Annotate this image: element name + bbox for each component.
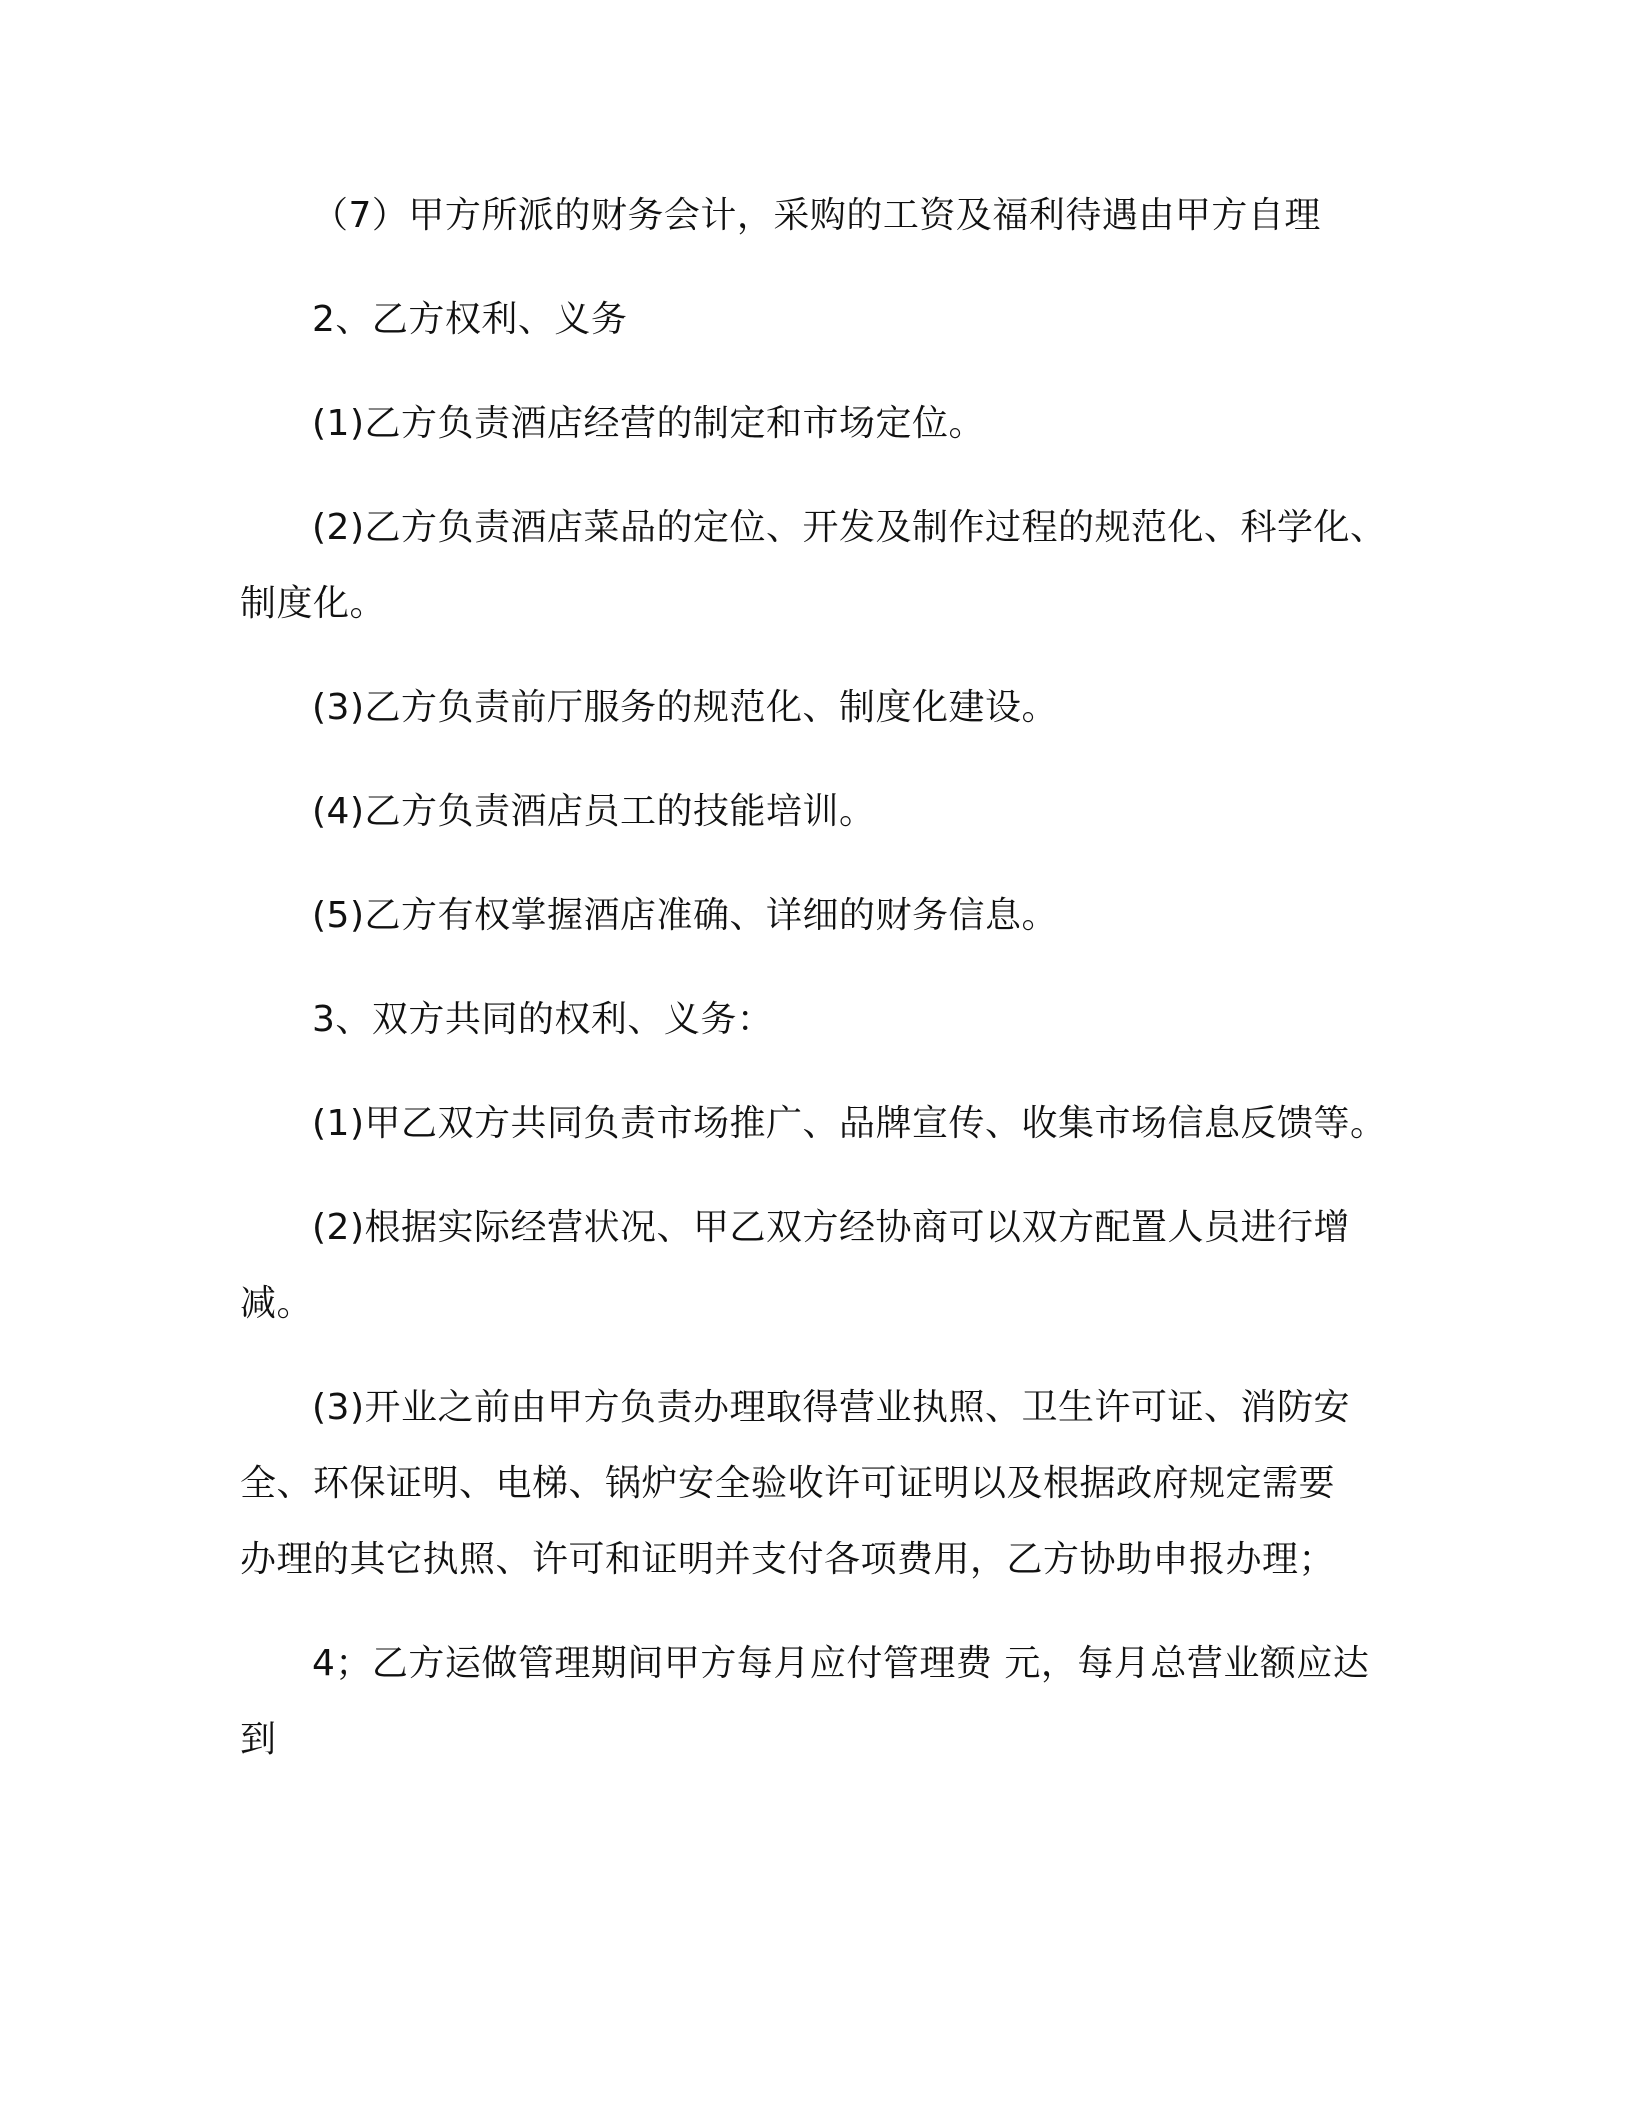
- paragraph-2-4: [240, 774, 1390, 850]
- text-line: 4；乙方运做管理期间甲方每月应付管理费 元，每月总营业额应达: [312, 1643, 1370, 1684]
- text-line: 3、双方共同的权利、义务：: [312, 999, 774, 1040]
- text-line: 2、乙方权利、义务: [312, 299, 628, 340]
- paragraph-2-2: [240, 490, 1390, 642]
- text-line: 全、环保证明、电梯、锅炉安全验收许可证明以及根据政府规定需要: [240, 1463, 1336, 1504]
- paragraph-2-1: [240, 386, 1390, 462]
- paragraph-1-7: [240, 178, 1390, 254]
- paragraph-3-2: [240, 1190, 1390, 1342]
- paragraph-2-3: [240, 670, 1390, 746]
- text-line-wrap: [240, 1370, 1390, 1446]
- text-line-wrap: [240, 490, 1390, 566]
- text-line-wrap: [240, 1190, 1390, 1266]
- text-line: (3)乙方负责前厅服务的规范化、制度化建设。: [312, 687, 1058, 728]
- text-line: (5)乙方有权掌握酒店准确、详细的财务信息。: [312, 895, 1058, 936]
- section-heading-3: [240, 982, 1390, 1058]
- paragraph-3-3: [240, 1370, 1390, 1598]
- text-line: （7）甲方所派的财务会计，采购的工资及福利待遇由甲方自理: [312, 195, 1321, 236]
- text-line: 减。: [240, 1283, 314, 1324]
- section-heading-2: [240, 282, 1390, 358]
- text-line: (2)根据实际经营状况、甲乙双方经协商可以双方配置人员进行增: [312, 1207, 1350, 1248]
- text-line: (3)开业之前由甲方负责办理取得营业执照、卫生许可证、消防安: [312, 1387, 1350, 1428]
- paragraph-4: [240, 1626, 1390, 1778]
- paragraph-3-1: [240, 1086, 1390, 1162]
- text-line: 到: [240, 1719, 277, 1760]
- text-line-wrap: [240, 1626, 1390, 1702]
- text-line: (2)乙方负责酒店菜品的定位、开发及制作过程的规范化、科学化、: [312, 507, 1387, 548]
- text-line: (1)乙方负责酒店经营的制定和市场定位。: [312, 403, 985, 444]
- paragraph-2-5: [240, 878, 1390, 954]
- text-line: (1)甲乙双方共同负责市场推广、品牌宣传、收集市场信息反馈等。: [312, 1103, 1387, 1144]
- text-line: 办理的其它执照、许可和证明并支付各项费用，乙方协助申报办理；: [240, 1539, 1336, 1580]
- text-line: (4)乙方负责酒店员工的技能培训。: [312, 791, 876, 832]
- text-line: 制度化。: [240, 583, 387, 624]
